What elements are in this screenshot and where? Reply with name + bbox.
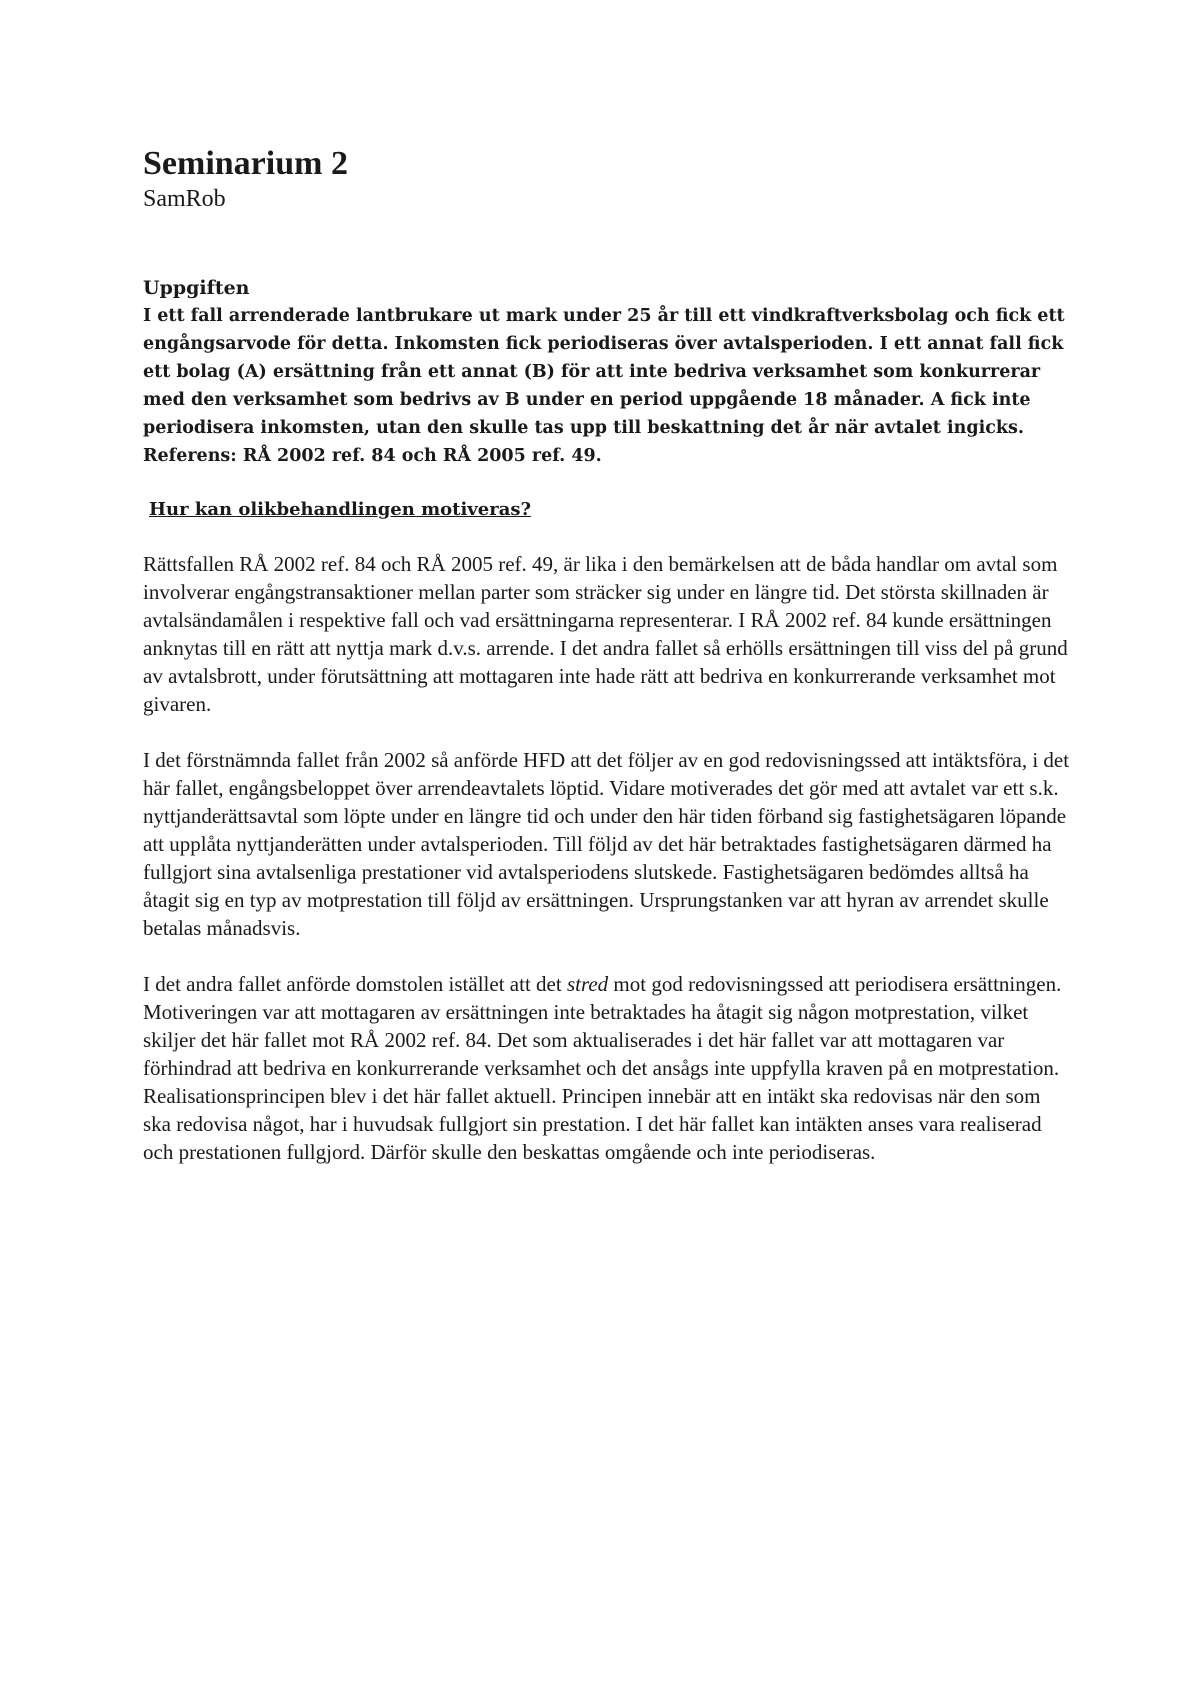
document-title: Seminarium 2 xyxy=(143,145,348,182)
paragraph-3-emphasis: stred xyxy=(566,972,609,996)
paragraph-3-start: I det andra fallet anförde domstolen istället att det xyxy=(143,972,567,996)
task-heading: Uppgiften xyxy=(143,277,250,299)
paragraph-1: Rättsfallen RÅ 2002 ref. 84 och RÅ 2005 ref. 49, är lika i den bemärkelsen att de båda handlar om avtal som involverar engångstransaktioner mellan parter som sträcker sig under en längre tid. Det största skillnaden är avtalsändamålen i respektive fall och vad ersättningarna representerar. I RÅ 2002 ref. 84 kunde ersättningen anknytas till en rätt att nyttja mark d.v.s. arrende. I det andra fallet så erhölls ersättningen till viss del på grund av avtalsbrott, under förutsättning att mottagaren inte hade rätt att bedriva en konkurrerande verksamhet mot givaren. xyxy=(143,552,1068,716)
paragraph-3 xyxy=(143,970,1073,1166)
document-author: SamRob xyxy=(143,186,226,212)
document-page xyxy=(143,144,1073,1166)
question-heading: Hur kan olikbehandlingen motiveras? xyxy=(149,499,532,520)
paragraph-2: I det förstnämnda fallet från 2002 så anförde HFD att det följer av en god redovisningssed att intäktsföra, i det här fallet, engångsbeloppet över arrendeavtalets löptid. Vidare motiverades det gör med att avtalet var ett s.k. nyttjanderättsavtal som löpte under en längre tid och under den här tiden förband sig fastighetsägaren löpande att upplåta nyttjanderätten under avtalsperioden. Till följd av det här betraktades fastighetsägaren därmed ha fullgjort sina avtalsenliga prestationer vid avtalsperiodens slutskede. Fastighetsägaren bedömdes alltså ha åtagit sig en typ av motprestation till följd av ersättningen. Ursprungstanken var att hyran av arrendet skulle betalas månadsvis. xyxy=(143,748,1070,940)
paragraph-3-end: mot god redovisningssed att periodisera ersättningen. Motiveringen var att mottagaren av ersättningen inte betraktades ha åtagit sig någon motprestation, vilket skiljer det här fallet mot RÅ 2002 ref. 84. Det som aktualiserades i det här fallet var att mottagaren var förhindrad att bedriva en konkurrerande verksamhet och det ansågs inte uppfylla kraven på en motprestation. Realisationsprincipen blev i det här fallet aktuell. Principen innebär att en intäkt ska redovisas när den som ska redovisa något, har i huvudsak fullgjort sin prestation. I det här fallet kan intäkten anses vara realiserad och prestationen fullgjord. Därför skulle den beskattas omgående och inte periodiseras. xyxy=(143,972,1062,1164)
task-text: I ett fall arrenderade lantbrukare ut mark under 25 år till ett vindkraftverksbolag och fick ett engångsarvode för detta. Inkomsten fick periodiseras över avtalsperioden. I ett annat fall fick ett bolag (A) ersättning från ett annat (B) för att inte bedriva verksamhet som konkurrerar med den verksamhet som bedrivs av B under en period uppgående 18 månader. A fick inte periodisera inkomsten, utan den skulle tas upp till beskattning det år när avtalet ingicks. Referens: RÅ 2002 ref. 84 och RÅ 2005 ref. 49. xyxy=(143,306,1065,466)
